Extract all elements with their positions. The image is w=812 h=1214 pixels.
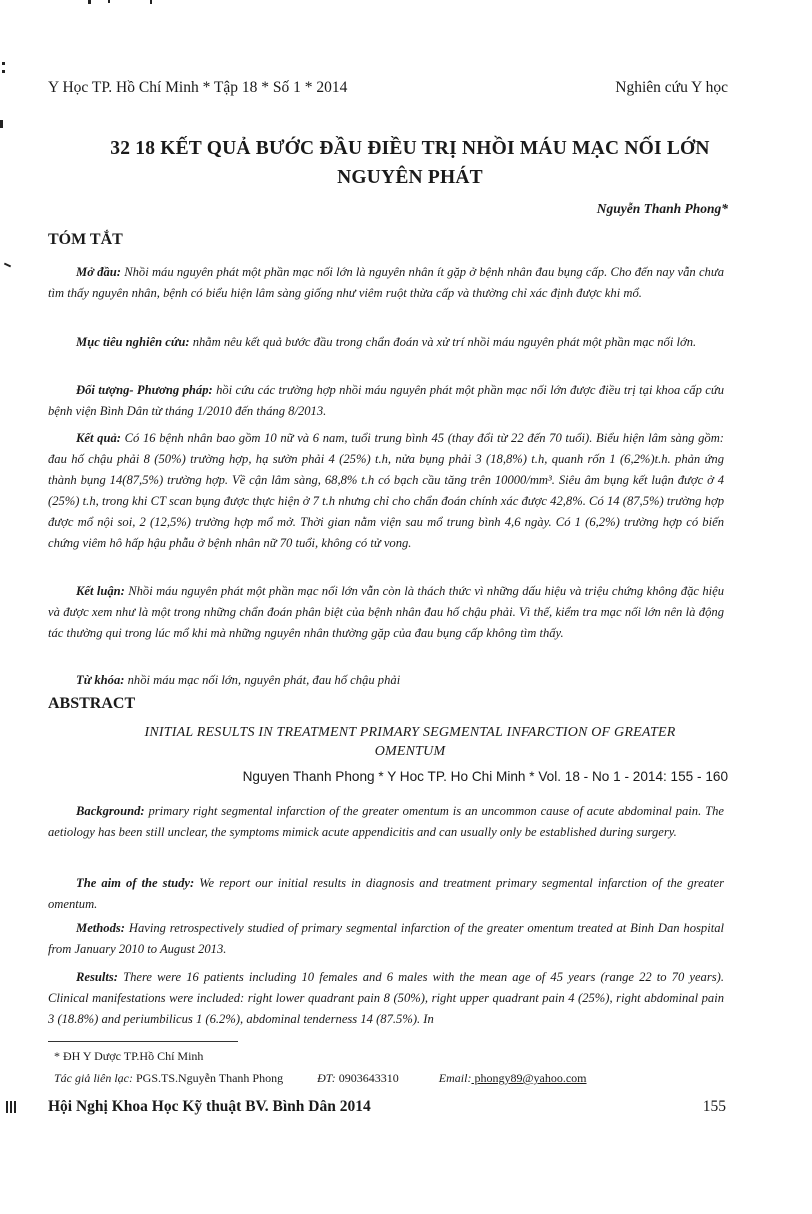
author-name: Nguyễn Thanh Phong*: [596, 201, 728, 216]
running-header-journal: Y Học TP. Hồ Chí Minh * Tập 18 * Số 1 * 2014: [48, 79, 348, 96]
paragraph-label: Kết luận:: [76, 584, 125, 598]
paragraph-label: Kết quả:: [76, 431, 121, 445]
vi-methods-paragraph: [48, 380, 724, 422]
vi-aim-paragraph: [48, 332, 724, 353]
paragraph-label: Background:: [76, 804, 145, 818]
paragraph-text: primary right segmental infarction of the greater omentum is an uncommon cause of acute abdominal pain. The aetiology has been still unclear, the symptoms mimick acute appendicitis and can usually only be established during surgery.: [48, 804, 724, 839]
paragraph-text: Nhồi máu nguyên phát một phần mạc nối lớn vẫn còn là thách thức vì những dấu hiệu và triệu chứng không đặc hiệu và được xem như là một trong những chẩn đoán phân biệt của bệnh nhân đau hố chậu phải. Vì thế, kiểm tra mạc nối lớn nên là động tác thường qui trong lúc mổ khi mà những nguyên nhân thường gặp của đau bụng cấp không tìm thấy.: [48, 584, 724, 640]
footnote-divider: [48, 1041, 238, 1042]
paragraph-label: The aim of the study:: [76, 876, 195, 890]
article-title-line: 32 18 KẾT QUẢ BƯỚC ĐẦU ĐIỀU TRỊ NHỒI MÁU MẠC NỐI LỚN: [110, 138, 710, 159]
en-aim-paragraph: [48, 873, 724, 915]
paragraph-text: Có 16 bệnh nhân bao gồm 10 nữ và 6 nam, tuổi trung bình 45 (thay đổi từ 22 đến 70 tuổi). Biểu hiện lâm sàng gồm: đau hố chậu phải 8 (50%) trường hợp, hạ sườn phải 4 (25%) t.h, nửa bụng phải 3 (18,8%) t.h, quanh rốn 1 (6,2%)t.h. phản ứng thành bụng 14(87,5%) trường hợp. Về cận lâm sàng, 68,8% t.h có bạch cầu tăng trên 10000/mm³. Siêu âm bụng kết luận được ở 4 (25%) t.h, trong khi CT scan bụng được thực hiện ở 7 t.h nhưng chỉ cho chẩn đoán chính xác được 42,8%. Có 14 (87,5%) trường hợp được mổ nội soi, 2 (12,5%) trường hợp mổ mở. Thời gian nằm viện sau mổ trung bình 4,6 ngày. Có 1 (6,2%) trường hợp có biến chứng viêm hô hấp hậu phẫu ở bệnh nhân nữ 70 tuổi, không có tử vong.: [48, 431, 724, 550]
article-title: [70, 134, 750, 192]
scan-artifact-top: [108, 0, 110, 3]
paragraph-text: Having retrospectively studied of primary segmental infarction of the greater omentum treated at Binh Dan hospital from January 2010 to August 2013.: [48, 921, 724, 956]
paragraph-label: Đối tượng- Phương pháp:: [76, 383, 213, 397]
paragraph-label: Mục tiêu nghiên cứu:: [76, 335, 190, 349]
scan-artifact-left: [2, 70, 5, 73]
paragraph-text: There were 16 patients including 10 females and 6 males with the mean age of 45 years (range 22 to 70 years). Clinical manifestations were included: right lower quadrant pain 8 (50%), right upper quadrant pain 4 (25%), right abdominal pain 3 (18.8%) and periumbilicus 1 (6.2%), abdominal tenderness 14 (87.5%). In: [48, 970, 724, 1026]
english-title: [110, 723, 710, 761]
scan-artifact-left: [0, 120, 3, 128]
vi-keywords-paragraph: [48, 670, 724, 691]
section-heading-abstract: ABSTRACT: [48, 695, 136, 712]
scan-artifact-left: [10, 1101, 12, 1113]
scan-artifact-top: [88, 0, 91, 4]
email-link[interactable]: phongy89@yahoo.com: [471, 1071, 587, 1085]
scan-artifact-left: [14, 1101, 16, 1113]
email-label: Email:: [438, 1071, 472, 1085]
paragraph-label: Mở đầu:: [76, 265, 121, 279]
vi-results-paragraph: [48, 428, 724, 554]
footer-conference: Hội Nghị Khoa Học Kỹ thuật BV. Bình Dân 2014: [48, 1098, 371, 1115]
en-methods-paragraph: [48, 918, 724, 960]
paragraph-label: Results:: [76, 970, 118, 984]
citation-line: Nguyen Thanh Phong * Y Hoc TP. Ho Chi Minh * Vol. 18 - No 1 - 2014: 155 - 160: [242, 769, 728, 784]
english-title-line: INITIAL RESULTS IN TREATMENT PRIMARY SEGMENTAL INFARCTION OF GREATER: [144, 725, 676, 740]
scan-artifact-left: [4, 263, 11, 268]
paragraph-text: nhồi máu mạc nối lớn, nguyên phát, đau hố chậu phải: [124, 673, 401, 687]
page-number: 155: [702, 1098, 726, 1115]
scan-artifact-top: [150, 0, 152, 4]
paragraph-label: Từ khóa:: [76, 673, 125, 687]
scan-artifact-left: [2, 62, 5, 65]
en-background-paragraph: [48, 801, 724, 843]
paragraph-text: nhằm nêu kết quả bước đầu trong chẩn đoán và xử trí nhồi máu nguyên phát một phần mạc nối lớn.: [189, 335, 697, 349]
vi-conclusion-paragraph: [48, 581, 724, 644]
paragraph-text: Nhồi máu nguyên phát một phần mạc nối lớn là nguyên nhân ít gặp ở bệnh nhân đau bụng cấp. Cho đến nay vẫn chưa tìm thấy nguyên nhân, bệnh có biểu hiện lâm sàng giống như viêm ruột thừa cấp và thường chỉ xác định được khi mổ.: [48, 265, 724, 300]
paragraph-label: Methods:: [76, 921, 125, 935]
contact-name: PGS.TS.Nguyễn Thanh Phong: [132, 1071, 284, 1085]
phone-label: ĐT:: [317, 1071, 336, 1085]
section-heading-tom-tat: TÓM TẮT: [48, 231, 123, 248]
en-results-paragraph: [48, 967, 724, 1030]
contact-label: Tác giả liên lạc:: [54, 1071, 133, 1085]
paragraph-text: We report our initial results in diagnosis and treatment primary segmental infarction of the greater omentum.: [48, 876, 724, 911]
vi-background-paragraph: [48, 262, 724, 304]
english-title-line: OMENTUM: [374, 744, 446, 759]
article-title-line: NGUYÊN PHÁT: [337, 167, 483, 188]
phone-number: 0903643310: [335, 1071, 399, 1085]
footnote-contact: [54, 1071, 734, 1086]
footnote-affiliation: * ĐH Y Dược TP.Hồ Chí Minh: [54, 1049, 204, 1063]
running-header-section: Nghiên cứu Y học: [615, 79, 728, 96]
paragraph-text: hồi cứu các trường hợp nhồi máu nguyên phát một phần mạc nối lớn được điều trị tại khoa cấp cứu bệnh viện Bình Dân từ tháng 1/2010 đến tháng 8/2013.: [48, 383, 724, 418]
scan-artifact-left: [6, 1101, 8, 1113]
